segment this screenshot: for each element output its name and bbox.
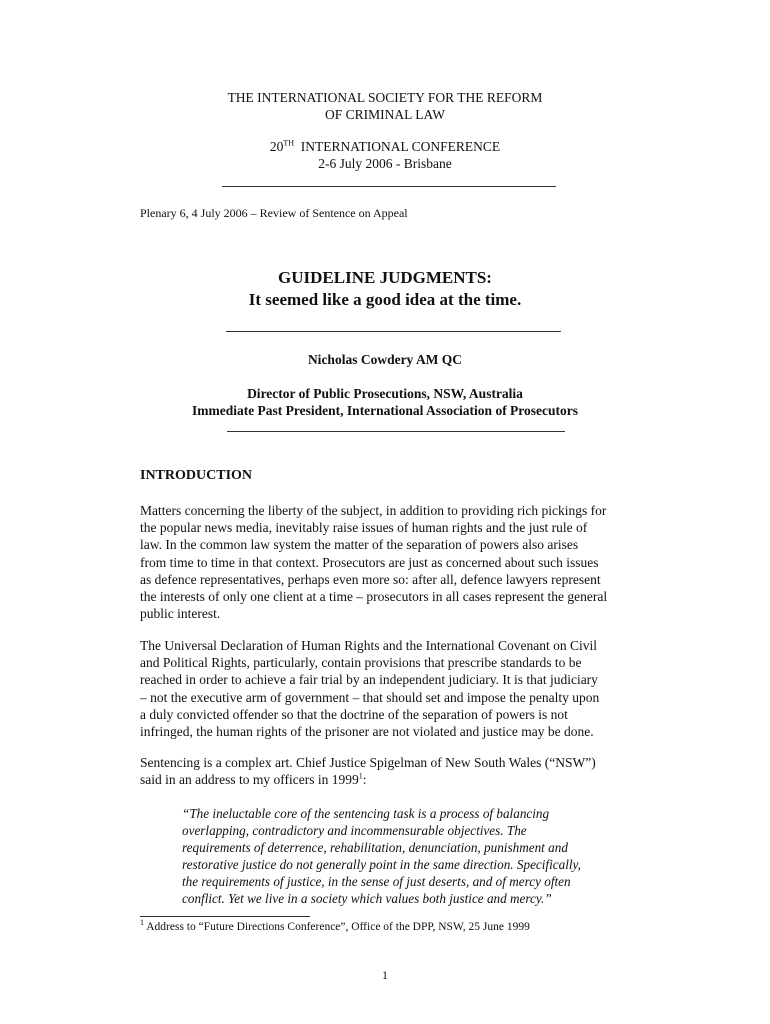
title-divider (226, 331, 561, 332)
text-line: from time to time in that context. Prosecutors are just as concerned about such issues (140, 554, 599, 570)
text-line: the popular news media, inevitably raise issues of human rights and the just rule of (140, 520, 588, 536)
text-line: Matters concerning the liberty of the subject, in addition to providing rich pickings for (140, 503, 607, 518)
paper-subtitle: It seemed like a good idea at the time. (248, 290, 522, 309)
quote-line: conflict. Yet we live in a society which values both justice and mercy.” (182, 891, 552, 906)
conference-number: 20 (269, 139, 284, 154)
section-heading: INTRODUCTION (140, 468, 253, 483)
text-line: infringed, the human rights of the prisoner are not violated and justice may be done. (140, 724, 594, 740)
quote-line: requirements of deterrence, rehabilitation, denunciation, punishment and (182, 840, 568, 855)
block-quote (182, 805, 632, 907)
author-name: Nicholas Cowdery AM QC (307, 352, 463, 367)
plenary-line: Plenary 6, 4 July 2006 – Review of Sentence on Appeal (140, 206, 408, 220)
paragraph-1 (140, 502, 640, 622)
text-line: law. In the common law system the matter of the separation of powers also arises (140, 537, 579, 553)
org-name-line1: THE INTERNATIONAL SOCIETY FOR THE REFORM (227, 90, 543, 105)
org-name-line2: OF CRIMINAL LAW (325, 107, 445, 122)
quote-line: overlapping, contradictory and incommensurable objectives. The (182, 823, 527, 838)
footnote-reference[interactable]: 1 (358, 771, 363, 781)
conference-number-suffix: TH (283, 138, 295, 148)
text-line (140, 771, 640, 788)
text-line: The Universal Declaration of Human Rights and the International Covenant on Civil (140, 638, 598, 653)
footnote-separator (140, 916, 310, 917)
conference-dates: 2-6 July 2006 - Brisbane (318, 156, 452, 171)
paragraph-2 (140, 637, 640, 740)
text-line: reached in order to achieve a fair trial by an independent judiciary. It is that judiciary (140, 672, 598, 688)
author-role-2: Immediate Past President, International Association of Prosecutors (191, 403, 579, 418)
text-line: and Political Rights, particularly, contain provisions that prescribe standards to be (140, 655, 582, 671)
quote-line: the requirements of justice, in the sense of just deserts, and of mercy often (182, 874, 571, 889)
text-line: public interest. (140, 606, 221, 622)
page-number: 1 (382, 968, 388, 982)
text-line: a duly convicted offender so that the doctrine of the separation of powers is not (140, 706, 568, 722)
text-span: said in an address to my officers in 1999 (140, 772, 359, 788)
footnote (140, 918, 530, 933)
quote-line: “The ineluctable core of the sentencing task is a process of balancing (182, 806, 550, 821)
text-line: as defence representatives, perhaps even more so: after all, defence lawyers represent (140, 571, 601, 587)
author-role-1: Director of Public Prosecutions, NSW, Australia (247, 386, 523, 401)
footnote-marker: 1 (140, 918, 144, 928)
header-divider (222, 186, 556, 187)
text-span: : (362, 772, 367, 788)
text-line: Sentencing is a complex art. Chief Justice Spigelman of New South Wales (“NSW”) (140, 755, 596, 770)
paper-title: GUIDELINE JUDGMENTS: (278, 268, 492, 287)
text-line: – not the executive arm of government – that should set and impose the penalty upon (140, 689, 600, 705)
author-divider (227, 431, 565, 432)
paragraph-3 (140, 754, 640, 788)
footnote-text: Address to “Future Directions Conference”, Office of the DPP, NSW, 25 June 1999 (144, 921, 530, 933)
conference-title (0, 138, 770, 155)
text-line: the interests of only one client at a time – prosecutors in all cases represent the general (140, 589, 608, 605)
quote-line: restorative justice do not generally point in the same direction. Specifically, (182, 857, 581, 872)
conference-label: INTERNATIONAL CONFERENCE (300, 139, 501, 154)
